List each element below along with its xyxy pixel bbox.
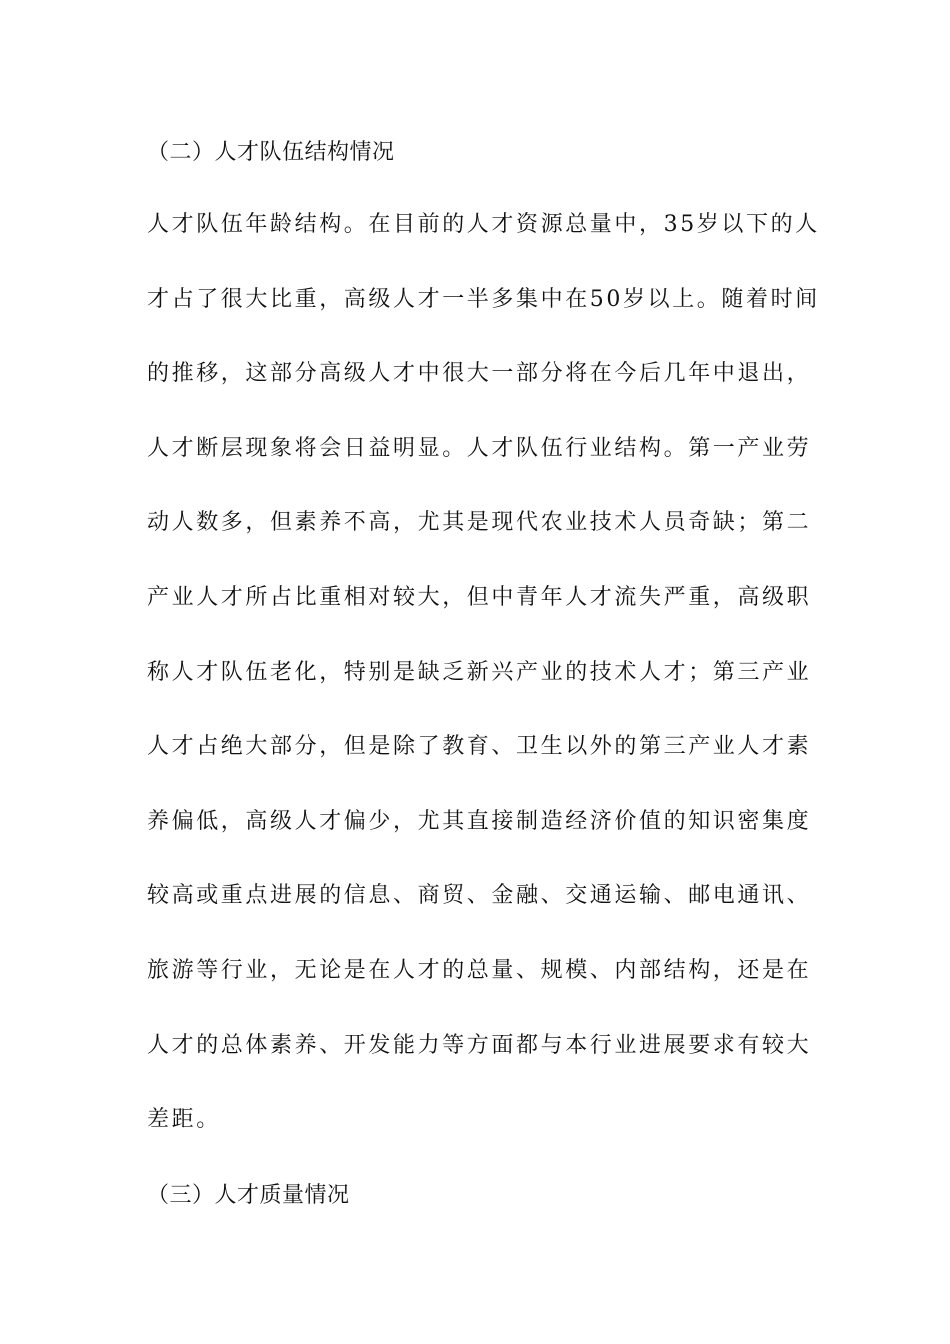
body-line: 养偏低，高级人才偏少，尤其直接制造经济价值的知识密集度 [147, 808, 812, 834]
body-line: 人才的总体素养、开发能力等方面都与本行业进展要求有较大 [147, 1032, 812, 1058]
body-line: 人才队伍年龄结构。在目前的人才资源总量中，35岁以下的人 [147, 212, 820, 237]
section-heading-two: （二）人才队伍结构情况 [147, 140, 395, 165]
body-line: 的推移，这部分高级人才中很大一部分将在今后几年中退出， [147, 361, 812, 387]
body-line: 产业人才所占比重相对较大，但中青年人才流失严重，高级职 [147, 584, 812, 610]
body-line: 人才占绝大部分，但是除了教育、卫生以外的第三产业人才素 [147, 734, 812, 760]
body-line: 人才断层现象将会日益明显。人才队伍行业结构。第一产业劳 [147, 435, 812, 461]
body-line: 差距。 [147, 1107, 221, 1133]
body-line: 才占了很大比重，高级人才一半多集中在50岁以上。随着时间 [147, 286, 820, 312]
section-heading-three: （三）人才质量情况 [147, 1183, 350, 1208]
body-line: 称人才队伍老化，特别是缺乏新兴产业的技术人才；第三产业 [147, 659, 812, 685]
section-two-body [147, 210, 820, 1180]
body-line: 旅游等行业，无论是在人才的总量、规模、内部结构，还是在 [147, 957, 812, 983]
body-line: 动人数多，但素养不高，尤其是现代农业技术人员奇缺；第二 [147, 510, 812, 536]
body-line: 较高或重点进展的信息、商贸、金融、交通运输、邮电通讯、 [147, 883, 812, 909]
